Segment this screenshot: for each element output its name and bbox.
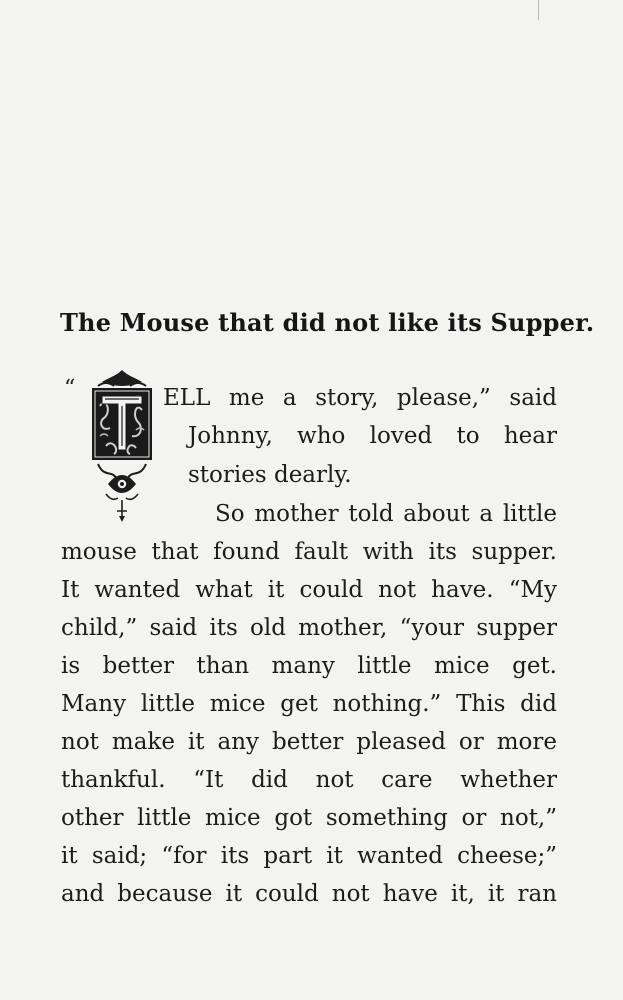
text-line-1: ELL me a story, please,” said: [163, 385, 557, 411]
text-line-6: It wanted what it could not have. “My: [61, 577, 557, 603]
text-line-9: Many little mice get nothing.” This did: [61, 691, 557, 717]
opening-quote: “: [64, 376, 76, 401]
text-line-7: child,” said its old mother, “your supper: [61, 615, 557, 641]
text-line-14: and because it could not have it, it ran: [61, 881, 557, 907]
text-line-2: Johnny, who loved to hear: [188, 423, 557, 449]
text-line-11: thankful. “It did not care whether: [61, 767, 557, 793]
text-line-12: other little mice got something or not,”: [61, 805, 557, 831]
page-corner-mark: [538, 0, 539, 20]
text-line-3: stories dearly.: [188, 462, 352, 488]
text-line-4: So mother told about a little: [215, 501, 557, 527]
text-line-5: mouse that found fault with its supper.: [61, 539, 557, 565]
story-title: The Mouse that did not like its Supper.: [60, 308, 595, 337]
text-line-13: it said; “for its part it wanted cheese;”: [61, 843, 557, 869]
ornamental-drop-cap-icon: [86, 366, 158, 526]
text-line-10: not make it any better pleased or more: [61, 729, 557, 755]
text-line-8: is better than many little mice get.: [61, 653, 557, 679]
